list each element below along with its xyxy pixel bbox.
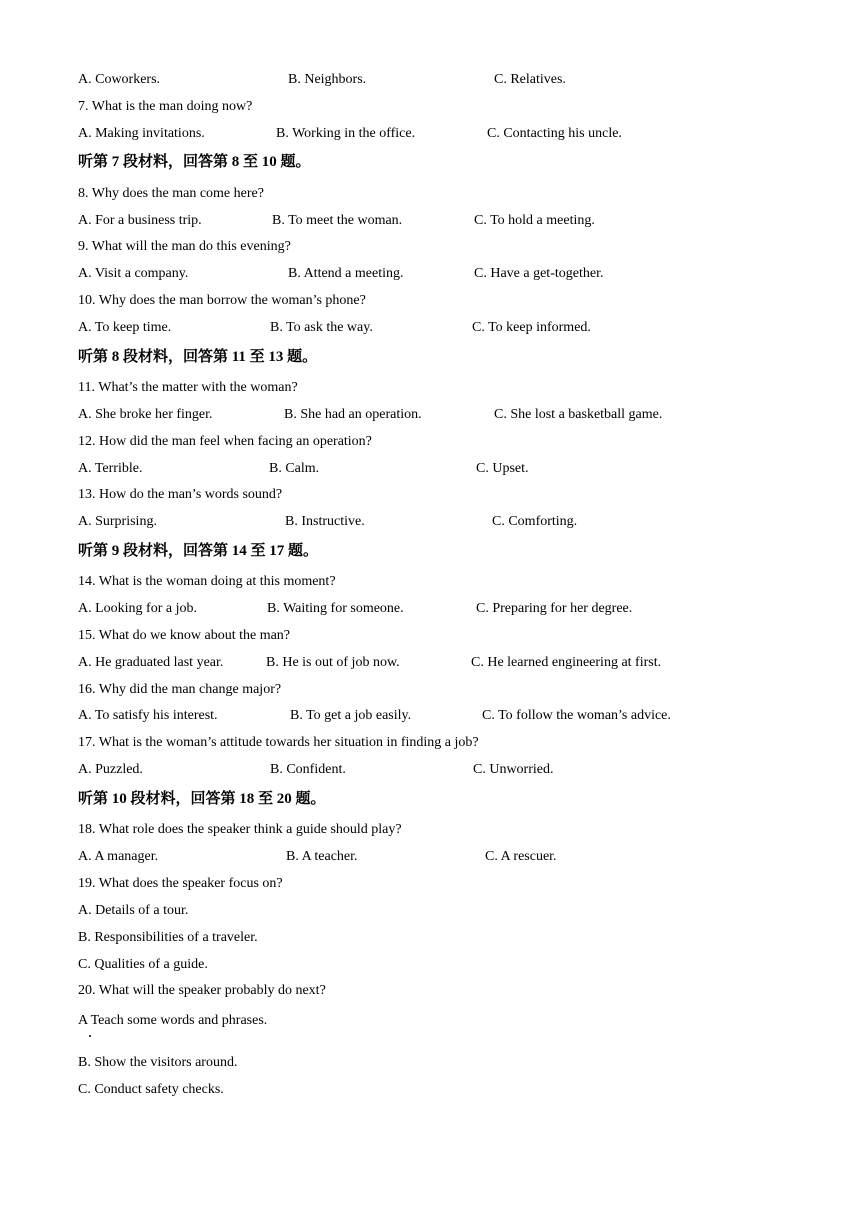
question-line: 10. Why does the man borrow the woman’s phone? [78,293,366,308]
section-heading: 听第 9 段材料，回答第 14 至 17 题。 [78,543,319,559]
answer-option: C. Relatives. [494,72,566,87]
question-line: B. Responsibilities of a traveler. [78,930,258,945]
question-line: 9. What will the man do this evening? [78,239,291,254]
answer-option: A. For a business trip. [78,213,202,228]
answer-option: B. To meet the woman. [272,213,403,228]
answer-option: A. She broke her finger. [78,407,213,422]
question-line: 15. What do we know about the man? [78,628,291,643]
answer-option: C. To follow the woman’s advice. [482,708,671,723]
stray-dot-mark [89,1035,91,1037]
answer-option: B. She had an operation. [284,407,422,422]
question-line: 20. What will the speaker probably do next? [78,983,326,998]
answer-option: C. Comforting. [492,514,578,529]
answer-option: A. Surprising. [78,514,157,529]
question-line: 13. How do the man’s words sound? [78,487,283,502]
question-line: C. Conduct safety checks. [78,1082,224,1097]
answer-option: C. Preparing for her degree. [476,601,633,616]
answer-option: C. To hold a meeting. [474,213,595,228]
answer-option: A. He graduated last year. [78,655,224,670]
answer-option: B. To ask the way. [270,320,373,335]
answer-option: B. Confident. [270,762,346,777]
answer-option: B. Waiting for someone. [267,601,404,616]
question-line: 8. Why does the man come here? [78,186,264,201]
answer-option: A. Coworkers. [78,72,161,87]
answer-option: B. Neighbors. [288,72,367,87]
answer-option: B. To get a job easily. [290,708,412,723]
answer-option: A. To satisfy his interest. [78,708,218,723]
answer-option: A. Looking for a job. [78,601,197,616]
section-heading: 听第 8 段材料，回答第 11 至 13 题。 [78,349,318,365]
answer-option: A. Puzzled. [78,762,143,777]
answer-option: C. Unworried. [473,762,554,777]
answer-option: A. To keep time. [78,320,172,335]
question-line: 12. How did the man feel when facing an operation? [78,434,372,449]
answer-option: A. A manager. [78,849,159,864]
section-heading: 听第 7 段材料，回答第 8 至 10 题。 [78,154,311,170]
answer-option: A. Making invitations. [78,126,205,141]
question-line: A Teach some words and phrases. [78,1013,268,1028]
question-line: A. Details of a tour. [78,903,189,918]
question-line: B. Show the visitors around. [78,1055,238,1070]
question-line: 7. What is the man doing now? [78,99,253,114]
answer-option: C. Upset. [476,461,529,476]
question-line: 17. What is the woman’s attitude towards her situation in finding a job? [78,735,479,750]
question-line: 16. Why did the man change major? [78,682,282,697]
question-line: 18. What role does the speaker think a guide should play? [78,822,402,837]
answer-option: B. Instructive. [285,514,365,529]
answer-option: B. Attend a meeting. [288,266,404,281]
question-line: C. Qualities of a guide. [78,957,208,972]
section-heading: 听第 10 段材料，回答第 18 至 20 题。 [78,791,326,807]
answer-option: C. Have a get-together. [474,266,604,281]
answer-option: C. He learned engineering at first. [471,655,662,670]
answer-option: A. Visit a company. [78,266,189,281]
answer-option: C. She lost a basketball game. [494,407,663,422]
question-line: 19. What does the speaker focus on? [78,876,283,891]
answer-option: B. Calm. [269,461,320,476]
answer-option: B. A teacher. [286,849,358,864]
answer-option: C. To keep informed. [472,320,591,335]
answer-option: C. A rescuer. [485,849,557,864]
answer-option: B. Working in the office. [276,126,416,141]
question-line: 11. What’s the matter with the woman? [78,380,298,395]
answer-option: B. He is out of job now. [266,655,400,670]
answer-option: C. Contacting his uncle. [487,126,622,141]
answer-option: A. Terrible. [78,461,143,476]
question-line: 14. What is the woman doing at this moment? [78,574,336,589]
